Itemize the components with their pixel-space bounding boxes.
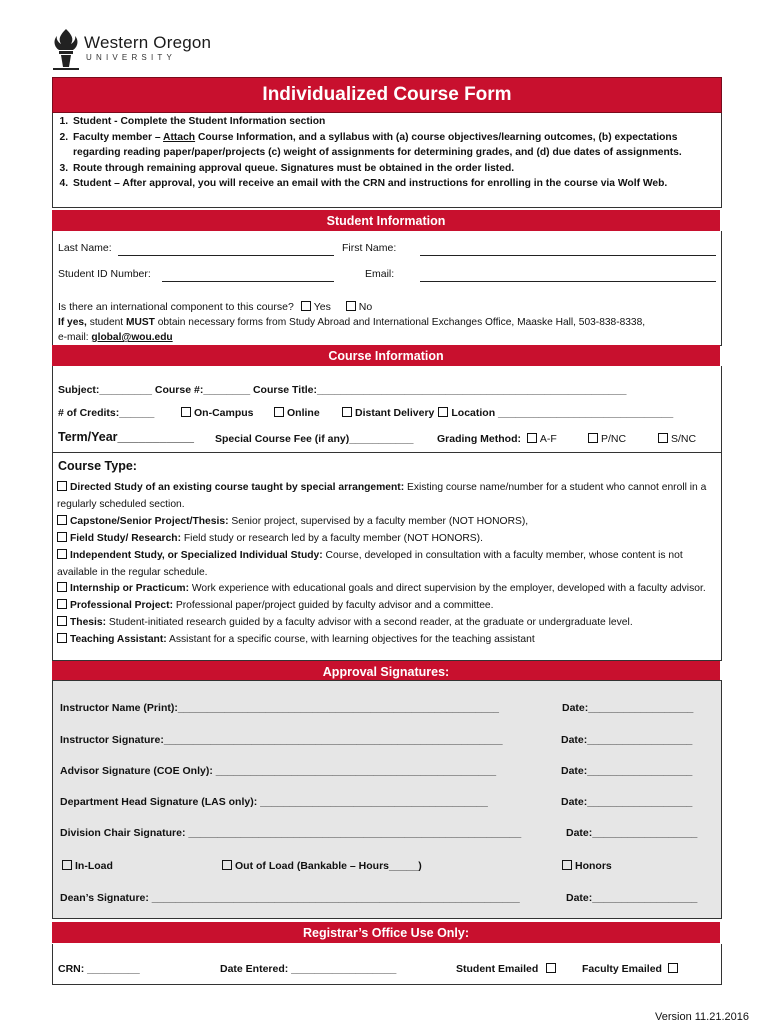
course-type-capstone[interactable]: Capstone/Senior Project/Thesis: Senior project, supervised by a faculty member (NOT HONORS), xyxy=(57,514,717,531)
student-info-header: Student Information xyxy=(52,210,720,231)
course-type-field-study[interactable]: Field Study/ Research: Field study or research led by a faculty member (NOT HONORS). xyxy=(57,531,717,548)
intl-question: Is there an international component to this course? Yes No xyxy=(58,301,373,313)
course-type-title: Course Type: xyxy=(58,459,137,473)
field-study-checkbox[interactable] xyxy=(57,532,67,542)
student-emailed-option[interactable]: Student Emailed xyxy=(456,963,559,975)
wou-torch-logo-icon xyxy=(50,27,82,71)
course-subject-row[interactable]: Subject:_________ Course #:________ Course Title:_____________________________________________________ xyxy=(58,384,627,396)
student-id-label: Student ID Number: xyxy=(58,268,151,280)
distant-delivery-option[interactable]: Distant Delivery Location ______________________________ xyxy=(342,407,673,419)
capstone-checkbox[interactable] xyxy=(57,515,67,525)
on-campus-checkbox[interactable] xyxy=(181,407,191,417)
deans-signature-field[interactable]: Dean’s Signature: _______________________________________________________________ xyxy=(60,892,520,904)
course-type-teaching-assistant[interactable]: Teaching Assistant: Assistant for a specific course, with learning objectives for the teaching assistant xyxy=(57,632,717,649)
intl-email-line: e-mail: global@wou.edu xyxy=(58,332,173,343)
intl-no-checkbox[interactable] xyxy=(346,301,356,311)
location-checkbox[interactable] xyxy=(438,407,448,417)
instructor-signature-field[interactable]: Instructor Signature:__________________________________________________________ xyxy=(60,734,503,746)
grading-method: Grading Method: A-F xyxy=(437,433,557,445)
in-load-checkbox[interactable] xyxy=(62,860,72,870)
faculty-emailed-checkbox[interactable] xyxy=(668,963,678,973)
division-chair-signature-date[interactable]: Date:__________________ xyxy=(566,827,698,839)
crn-field[interactable]: CRN: _________ xyxy=(58,963,140,975)
on-campus-option[interactable]: On-Campus xyxy=(181,407,254,419)
special-fee-field[interactable]: Special Course Fee (if any)___________ xyxy=(215,433,414,445)
grading-snc-option[interactable]: S/NC xyxy=(658,433,696,445)
student-emailed-checkbox[interactable] xyxy=(546,963,556,973)
instructor-name-field[interactable]: Instructor Name (Print):_______________________________________________________ xyxy=(60,702,500,714)
instruction-3: 3. Route through remaining approval queue. Signatures must be obtained in the order listed. xyxy=(71,161,721,177)
course-info-header: Course Information xyxy=(52,345,720,366)
course-type-independent-study[interactable]: Independent Study, or Specialized Individual Study: Course, developed in consultation with a faculty member, whose content is not available in the regular schedule. xyxy=(57,549,683,578)
divider xyxy=(52,452,722,453)
online-option[interactable]: Online xyxy=(274,407,320,419)
faculty-emailed-option[interactable]: Faculty Emailed xyxy=(582,963,681,975)
honors-option[interactable]: Honors xyxy=(562,860,612,872)
course-type-internship[interactable]: Internship or Practicum: Work experience with educational goals and direct supervision by the employer, developed with a faculty advisor. xyxy=(57,581,717,598)
logo-sub: UNIVERSITY xyxy=(86,53,177,62)
thesis-checkbox[interactable] xyxy=(57,616,67,626)
instruction-4: 4. Student – After approval, you will receive an email with the CRN and instructions for enrolling in the course via Wolf Web. xyxy=(71,176,721,192)
course-type-directed-study[interactable]: Directed Study of an existing course taught by special arrangement: Existing course name/number for a student who cannot enroll in a regularly scheduled section. xyxy=(57,482,707,510)
last-name-field[interactable] xyxy=(118,255,334,256)
grading-pnc-checkbox[interactable] xyxy=(588,433,598,443)
date-entered-field[interactable]: Date Entered: __________________ xyxy=(220,963,397,975)
registrar-header: Registrar’s Office Use Only: xyxy=(52,922,720,943)
email-field[interactable] xyxy=(420,281,716,282)
instruction-1: 1. Student - Complete the Student Information section xyxy=(71,114,721,130)
department-head-signature-field[interactable]: Department Head Signature (LAS only): _______________________________________ xyxy=(60,796,488,808)
distant-delivery-checkbox[interactable] xyxy=(342,407,352,417)
teaching-assistant-checkbox[interactable] xyxy=(57,633,67,643)
internship-checkbox[interactable] xyxy=(57,582,67,592)
out-of-load-option[interactable]: Out of Load (Bankable – Hours_____) xyxy=(222,860,422,872)
division-chair-signature-field[interactable]: Division Chair Signature: _________________________________________________________ xyxy=(60,827,522,839)
instruction-2: 2. Faculty member – Attach Course Information, and a syllabus with (a) course objectives/learning outcomes, (b) expectations regarding reading paper/paper/projects (c) weight of assignments for determining grades, and (d) due dates of assignments. xyxy=(71,130,721,161)
deans-signature-date[interactable]: Date:__________________ xyxy=(566,892,698,904)
last-name-label: Last Name: xyxy=(58,242,112,254)
grading-af-checkbox[interactable] xyxy=(527,433,537,443)
honors-checkbox[interactable] xyxy=(562,860,572,870)
intl-note: If yes, student MUST obtain necessary forms from Study Abroad and International Exchanges Office, Maaske Hall, 503-838-8338, xyxy=(58,317,646,328)
instructor-signature-date[interactable]: Date:__________________ xyxy=(561,734,693,746)
in-load-option[interactable]: In-Load xyxy=(62,860,113,872)
intl-yes-checkbox[interactable] xyxy=(301,301,311,311)
course-type-thesis[interactable]: Thesis: Student-initiated research guided by a faculty advisor with a second reader, at the graduate or undergraduate level. xyxy=(57,615,717,632)
logo-name: Western Oregon xyxy=(84,33,212,52)
first-name-label: First Name: xyxy=(342,242,397,254)
advisor-signature-field[interactable]: Advisor Signature (COE Only): ________________________________________________ xyxy=(60,765,497,777)
advisor-signature-date[interactable]: Date:__________________ xyxy=(561,765,693,777)
independent-study-checkbox[interactable] xyxy=(57,549,67,559)
instructor-name-date[interactable]: Date:__________________ xyxy=(562,702,694,714)
instructions-box xyxy=(52,113,722,208)
directed-study-checkbox[interactable] xyxy=(57,481,67,491)
form-title: Individualized Course Form xyxy=(52,77,722,113)
out-of-load-checkbox[interactable] xyxy=(222,860,232,870)
professional-project-checkbox[interactable] xyxy=(57,599,67,609)
first-name-field[interactable] xyxy=(420,255,716,256)
online-checkbox[interactable] xyxy=(274,407,284,417)
course-type-list xyxy=(57,480,717,649)
term-year-field[interactable]: Term/Year___________ xyxy=(58,430,194,444)
credits-field[interactable]: # of Credits:______ xyxy=(58,407,155,419)
global-email-link[interactable]: global@wou.edu xyxy=(91,332,173,343)
department-head-signature-date[interactable]: Date:__________________ xyxy=(561,796,693,808)
email-label: Email: xyxy=(365,268,395,280)
approval-header: Approval Signatures: xyxy=(52,661,720,682)
grading-pnc-option[interactable]: P/NC xyxy=(588,433,626,445)
grading-snc-checkbox[interactable] xyxy=(658,433,668,443)
course-type-professional-project[interactable]: Professional Project: Professional paper/project guided by faculty advisor and a committee. xyxy=(57,598,717,615)
student-id-field[interactable] xyxy=(162,281,334,282)
version-label: Version 11.21.2016 xyxy=(655,1011,749,1023)
